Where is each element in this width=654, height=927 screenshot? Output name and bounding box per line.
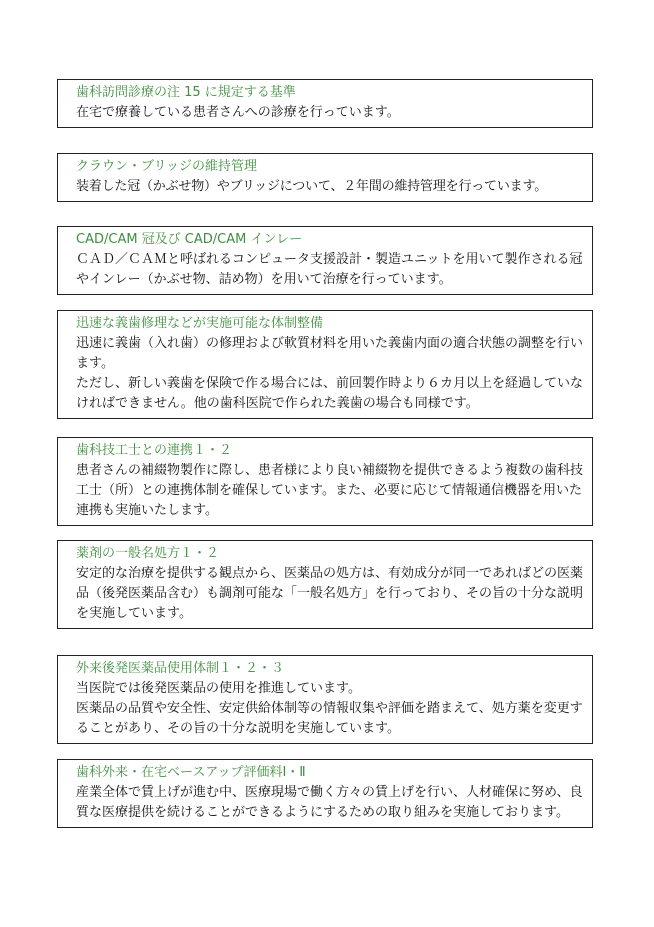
section-title: CAD/CAM 冠及び CAD/CAM インレー [76, 232, 303, 247]
section-text: ＣＡＤ／ＣＡＭと呼ばれるコンピュータ支援設計・製造ユニットを用いて製作される冠やインレー（かぶせ物、詰め物）を用いて治療を行っています。 [76, 252, 583, 287]
section-body [76, 103, 586, 123]
section-body [76, 783, 586, 823]
section-text: 迅速に義歯（入れ歯）の修理および軟質材料を用いた義歯内面の適合状態の調整を行います。 [76, 336, 584, 371]
section-title: 迅速な義歯修理などが実施可能な体制整備 [76, 316, 324, 331]
section-crown-bridge [57, 153, 593, 202]
section-title: 歯科技工士との連携１・２ [76, 443, 233, 458]
section-text: 患者さんの補綴物製作に際し、患者様により良い補綴物を提供できるよう複数の歯科技工士（所）との連携体制を確保しています。また、必要に応じて情報通信機器を用いた連携も実施いたします。 [76, 463, 584, 518]
section-body [76, 564, 586, 624]
section-body [76, 461, 586, 521]
section-text: 当医院では後発医薬品の使用を推進しています。 [76, 681, 361, 696]
section-title: クラウン・ブリッジの維持管理 [76, 159, 257, 174]
section-generic-prescription [57, 540, 593, 629]
section-dental-technician [57, 437, 593, 526]
section-title: 外来後発医薬品使用体制１・２・３ [76, 661, 285, 676]
section-cad-cam [57, 226, 593, 295]
section-visiting-care [57, 79, 593, 128]
section-body [76, 334, 586, 414]
section-title: 歯科外来・在宅ベースアップ評価料Ⅰ・Ⅱ [76, 765, 306, 780]
section-body [76, 679, 586, 739]
section-text: 装着した冠（かぶせ物）やブリッジについて、２年間の維持管理を行っています。 [76, 179, 548, 194]
section-text: 在宅で療養している患者さんへの診療を行っています。 [76, 105, 400, 120]
section-body [76, 250, 586, 290]
section-text: ただし、新しい義歯を保険で作る場合には、前回製作時より６カ月以上を経過していなければできません。他の歯科医院で作られた義歯の場合も同様です。 [76, 376, 584, 411]
section-denture-repair [57, 310, 593, 419]
section-generic-drug-system [57, 655, 593, 744]
section-title: 歯科訪問診療の注 15 に規定する基準 [76, 85, 296, 100]
section-text: 医薬品の品質や安全性、安定供給体制等の情報収集や評価を踏まえて、処方薬を変更することがあり、その旨の十分な説明を実施しています。 [76, 701, 583, 736]
section-body [76, 177, 586, 197]
section-title: 薬剤の一般名処方１・２ [76, 546, 220, 561]
section-text: 産業全体で賃上げが進む中、医療現場で働く方々の賃上げを行い、人材確保に努め、良質な医療提供を続けることができるようにするための取り組みを実施しております。 [76, 785, 583, 820]
section-text: 安定的な治療を提供する観点から、医薬品の処方は、有効成分が同一であればどの医薬品（後発医薬品含む）も調剤可能な「一般名処方」を行っており、その旨の十分な説明を実施しています。 [76, 566, 584, 621]
section-base-up-evaluation [57, 759, 593, 828]
